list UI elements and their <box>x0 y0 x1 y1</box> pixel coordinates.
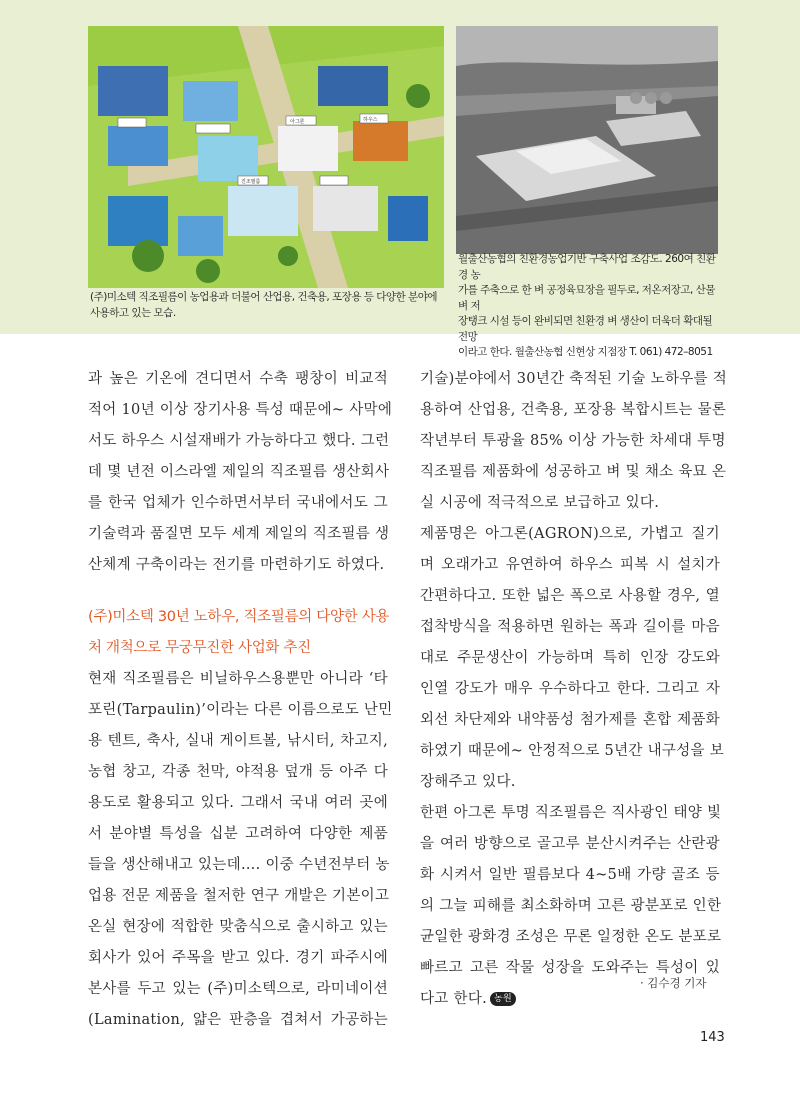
text-line: 서 분야별 특성을 십분 고려하여 다양한 제품 <box>88 826 388 842</box>
text-line: 외선 차단제와 내약품성 첨가제를 혼합 제품화 <box>420 712 720 728</box>
text-line-content: 다고 한다. <box>420 991 488 1007</box>
heading-line: (주)미소텍 30년 노하우, 직조필름의 다양한 사용 <box>88 609 390 625</box>
paragraph <box>420 519 725 798</box>
paragraph <box>88 364 393 581</box>
text-line: 균일한 광화경 조성은 무론 일정한 온도 분포로 <box>420 929 722 945</box>
illus-label: 진조필름 <box>241 179 261 185</box>
text-line: 서도 하우스 시설재배가 가능하다고 했다. 그런 <box>88 433 390 449</box>
text-line: 접착방식을 적용하면 원하는 폭과 길이를 마음 <box>420 619 720 635</box>
paragraph <box>88 664 393 1036</box>
caption-line: 가를 주축으로 한 벼 공정육묘장을 필두로, 저온저장고, 산물벼 저 <box>458 284 715 312</box>
text-line: 제품명은 아그론(AGRON)으로, 가볍고 질기 <box>420 526 720 542</box>
text-line: 포린(Tarpaulin)’이라는 다른 이름으로도 난민 <box>88 702 393 718</box>
text-line: 적어 10년 이상 장기사용 특성 때문에~ 사막에 <box>88 402 393 418</box>
text-line: 현재 직조필름은 비닐하우스용뿐만 아니라 ‘타 <box>88 671 388 687</box>
paragraph <box>420 364 728 519</box>
aerial-photo <box>456 26 718 254</box>
text-line: 기술)분야에서 30년간 축적된 기술 노하우를 적 <box>420 371 728 387</box>
text-line: 장해주고 있다. <box>420 774 516 790</box>
text-line: 인열 강도가 매우 우수하다고 한다. 그리고 자 <box>420 681 720 697</box>
text-line: 용하여 산업용, 건축용, 포장용 복합시트는 물론 <box>420 402 727 418</box>
text-line: 직조필름 제품화에 성공하고 벼 및 채소 육묘 온 <box>420 464 727 480</box>
text-line: 를 한국 업체가 인수하면서부터 국내에서도 그 <box>88 495 388 511</box>
caption-line: 사용하고 있는 모습. <box>90 306 176 319</box>
text-line: 화 시켜서 일반 필름보다 4~5배 가량 골조 등 <box>420 867 720 883</box>
caption-line: 월출산농협의 친환경농업기반 구축사업 조감도. 260여 친환경 농 <box>458 253 716 281</box>
text-line: 들을 생산해내고 있는데…. 이중 수년전부터 농 <box>88 857 390 873</box>
text-line: 빠르고 고른 작물 성장을 도와주는 특성이 있 <box>420 960 720 976</box>
right-photo-caption <box>458 252 720 361</box>
text-line: 며 오래가고 유연하여 하우스 피복 시 설치가 <box>420 557 720 573</box>
text-line: 한편 아그론 투명 직조필름은 직사광인 태양 빛 <box>420 805 722 821</box>
section-heading <box>88 602 388 664</box>
caption-line: 이라고 한다. 월출산농협 신현상 지점장 T. 061) 472–8051 <box>458 346 713 358</box>
caption-line: (주)미소텍 직조필름이 농업용과 더불어 산업용, 건축용, 포장용 등 다양한 분야에 <box>90 291 437 303</box>
text-line: 용도로 활용되고 있다. 그래서 국내 여러 곳에 <box>88 795 388 811</box>
page-number: 143 <box>700 1030 725 1045</box>
text-line: 작년부터 투광율 85% 이상 가능한 차세대 투명 <box>420 433 726 449</box>
byline: · 김수경 기자 <box>640 976 707 990</box>
text-line: 간편하다고. 또한 넓은 폭으로 사용할 경우, 열 <box>420 588 720 604</box>
caption-line: 장탱크 시설 등이 완비되면 친환경 벼 생산이 더욱더 확대될 전망 <box>458 315 713 343</box>
text-line: 하였기 때문에~ 안정적으로 5년간 내구성을 보 <box>420 743 725 759</box>
text-line: 업용 전문 제품을 철저한 연구 개발은 기본이고 <box>88 888 390 904</box>
text-line: 기술력과 품질면 모두 세계 제일의 직조필름 생 <box>88 526 390 542</box>
text-line: 본사를 두고 있는 (주)미소텍으로, 라미네이션 <box>88 981 388 997</box>
text-line: 대로 주문생산이 가능하며 특히 인장 강도와 <box>420 650 720 666</box>
left-photo-caption <box>90 290 440 321</box>
end-mark-badge: 농원 <box>490 992 516 1006</box>
text-line: 농협 창고, 각종 천막, 야적용 덮개 등 아주 다 <box>88 764 388 780</box>
text-line: (Lamination, 얇은 판층을 겹쳐서 가공하는 <box>88 1012 388 1028</box>
text-line: 회사가 있어 주목을 받고 있다. 경기 파주시에 <box>88 950 388 966</box>
text-line: 실 시공에 적극적으로 보급하고 있다. <box>420 495 660 511</box>
greenhouse-illustration <box>88 26 444 288</box>
text-line: 온실 현장에 적합한 맞춤식으로 출시하고 있는 <box>88 919 388 935</box>
text-line: 데 몇 년전 이스라엘 제일의 직조필름 생산회사 <box>88 464 390 480</box>
heading-line: 처 개척으로 무궁무진한 사업화 추진 <box>88 640 311 656</box>
right-column <box>420 364 728 1015</box>
illus-label: 하우스 <box>363 117 378 123</box>
text-line: 을 여러 방향으로 골고루 분산시켜주는 산란광 <box>420 836 720 852</box>
text-line: 의 그늘 피해를 최소화하며 고른 광분포로 인한 <box>420 898 722 914</box>
left-column <box>88 364 393 1036</box>
text-line: 산체계 구축이라는 전기를 마련하기도 하였다. <box>88 557 385 573</box>
text-line: 용 텐트, 축사, 실내 게이트볼, 낚시터, 차고지, <box>88 733 388 749</box>
text-line: 과 높은 기온에 견디면서 수축 팽창이 비교적 <box>88 371 388 387</box>
illus-label: 아그론 <box>290 119 305 125</box>
